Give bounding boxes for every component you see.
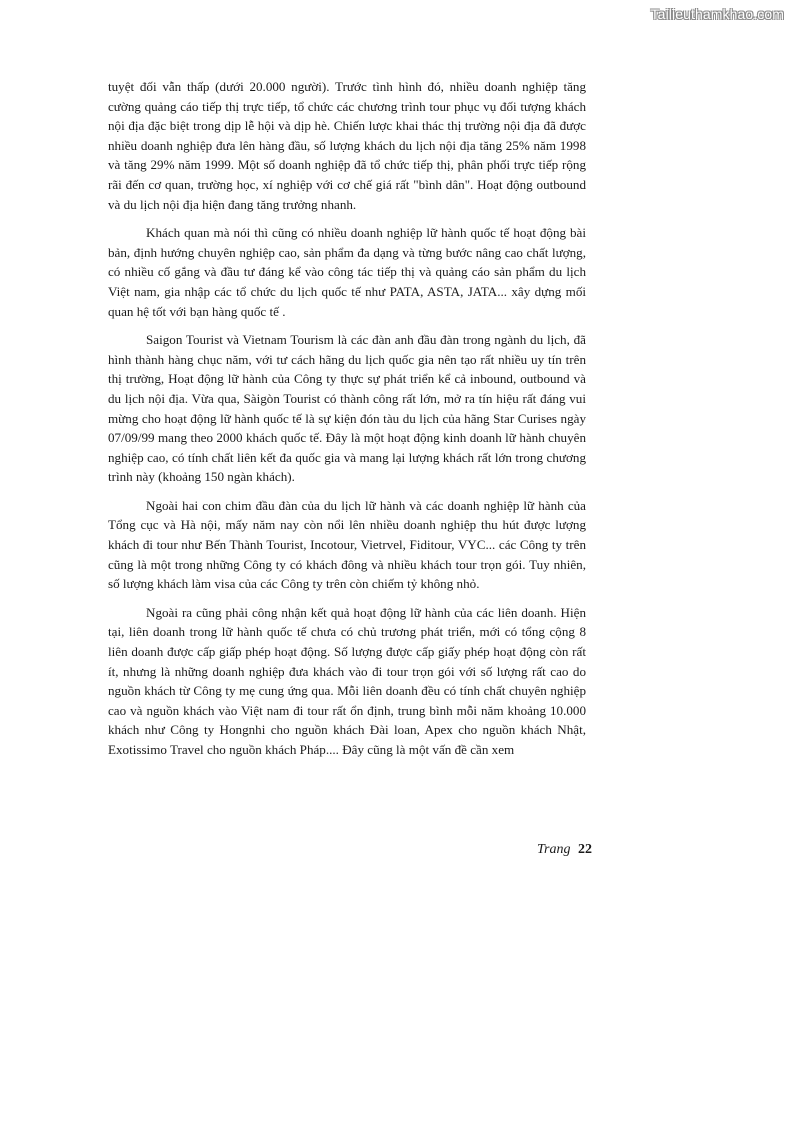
page-number: 22 — [577, 842, 592, 857]
paragraph-3: Saigon Tourist và Vietnam Tourism là các đàn anh đầu đàn trong ngành du lịch, đã hình thành hàng chục năm, với tư cách hãng du lịch quốc gia nên tạo rất nhiều uy tín trên thị trường, Hoạt động lữ hành của Công ty thực sự phát triển kể cả inbound, outbound và du lịch nội địa. Vừa qua, Sàigòn Tourist có thành công rất lớn, mở ra tín hiệu rất đáng vui mừng cho hoạt động lữ hành quốc tế là sự kiện đón tàu du lịch của hãng Star Curises ngày 07/09/99 mang theo 2000 khách quốc tế. Đây là một hoạt động kinh doanh lữ hành chuyên nghiệp cao, có tính chất liên kết đa quốc gia và mang lại lượng khách rất lớn trong chương trình này (khoảng 150 ngàn khách). — [108, 332, 586, 485]
paragraph-gap — [108, 594, 586, 603]
watermark: Tailieuthamkhao.com — [650, 6, 784, 22]
paragraph-gap — [108, 487, 586, 496]
paragraph-2: Khách quan mà nói thì cũng có nhiều doanh nghiệp lữ hành quốc tế hoạt động bài bản, định hướng chuyên nghiệp cao, sản phẩm đa dạng và từng bước nâng cao chất lượng, có nhiều cố gắng và đầu tư đáng kể vào công tác tiếp thị và quảng cáo sản phẩm du lịch Việt nam, gia nhập các tổ chức du lịch quốc tế như PATA, ASTA, JATA... xây dựng mối quan hệ tốt với bạn hàng quốc tế . — [108, 225, 586, 319]
paragraph-4: Ngoài hai con chim đầu đàn của du lịch lữ hành và các doanh nghiệp lữ hành của Tổng cục và Hà nội, mấy năm nay còn nổi lên nhiều doanh nghiệp thu hút được lượng khách đi tour như Bến Thành Tourist, Incotour, Vietrvel, Fiditour, VYC... các Công ty trên cũng là một trong những Công ty có khách đông và nhiều khách tour trọn gói. Tuy nhiên, số lượng khách làm visa của các Công ty trên còn chiếm tỷ không nhỏ. — [108, 497, 586, 592]
page-label: Trang — [537, 842, 571, 857]
paragraph-1: tuyệt đối vẫn thấp (dưới 20.000 người). Trước tình hình đó, nhiều doanh nghiệp tăng cường quảng cáo tiếp thị trực tiếp, tổ chức các chương trình tour phục vụ đối tượng khách nội địa đặc biệt trong dịp lễ hội và dịp hè. Chiến lược khai thác thị trường nội địa đã được nhiều doanh nghiệp đưa lên hàng đầu, số lượng khách du lịch nội địa tăng 25% năm 1998 và tăng 29% năm 1999. Một số doanh nghiệp đã tổ chức tiếp thị, phân phối trực tiếp rộng rãi đến cơ quan, trường học, xí nghiệp với cơ chế giá rất "bình dân". Hoạt động outbound và du lịch nội địa hiện đang tăng trưởng nhanh. — [108, 79, 586, 212]
page-footer — [537, 842, 592, 858]
paragraph-5: Ngoài ra cũng phải công nhận kết quả hoạt động lữ hành của các liên doanh. Hiện tại, liên doanh trong lữ hành quốc tế chưa có chủ trương phát triển, mới có tổng cộng 8 liên doanh được cấp giấp phép hoạt động. Số lượng được cấp giấy phép hoạt động còn rất ít, nhưng là những doanh nghiệp đưa khách vào đi tour trọn gói với số lượng rất cao do nguồn khách từ Công ty mẹ cung ứng qua. Mỗi liên doanh đều có tính chất chuyên nghiệp cao và nguồn khách vào Việt nam đi tour rất ổn định, trung bình mỗi năm khoảng 10.000 khách như Công ty Hongnhi cho nguồn khách Đài loan, Apex cho nguồn khách Nhật, Exotissimo Travel cho nguồn khách Pháp.... Đây cũng là một vấn đề cần xem — [108, 604, 586, 757]
paragraph-gap — [108, 214, 586, 223]
paragraph-gap — [108, 321, 586, 330]
document-body — [108, 77, 586, 760]
